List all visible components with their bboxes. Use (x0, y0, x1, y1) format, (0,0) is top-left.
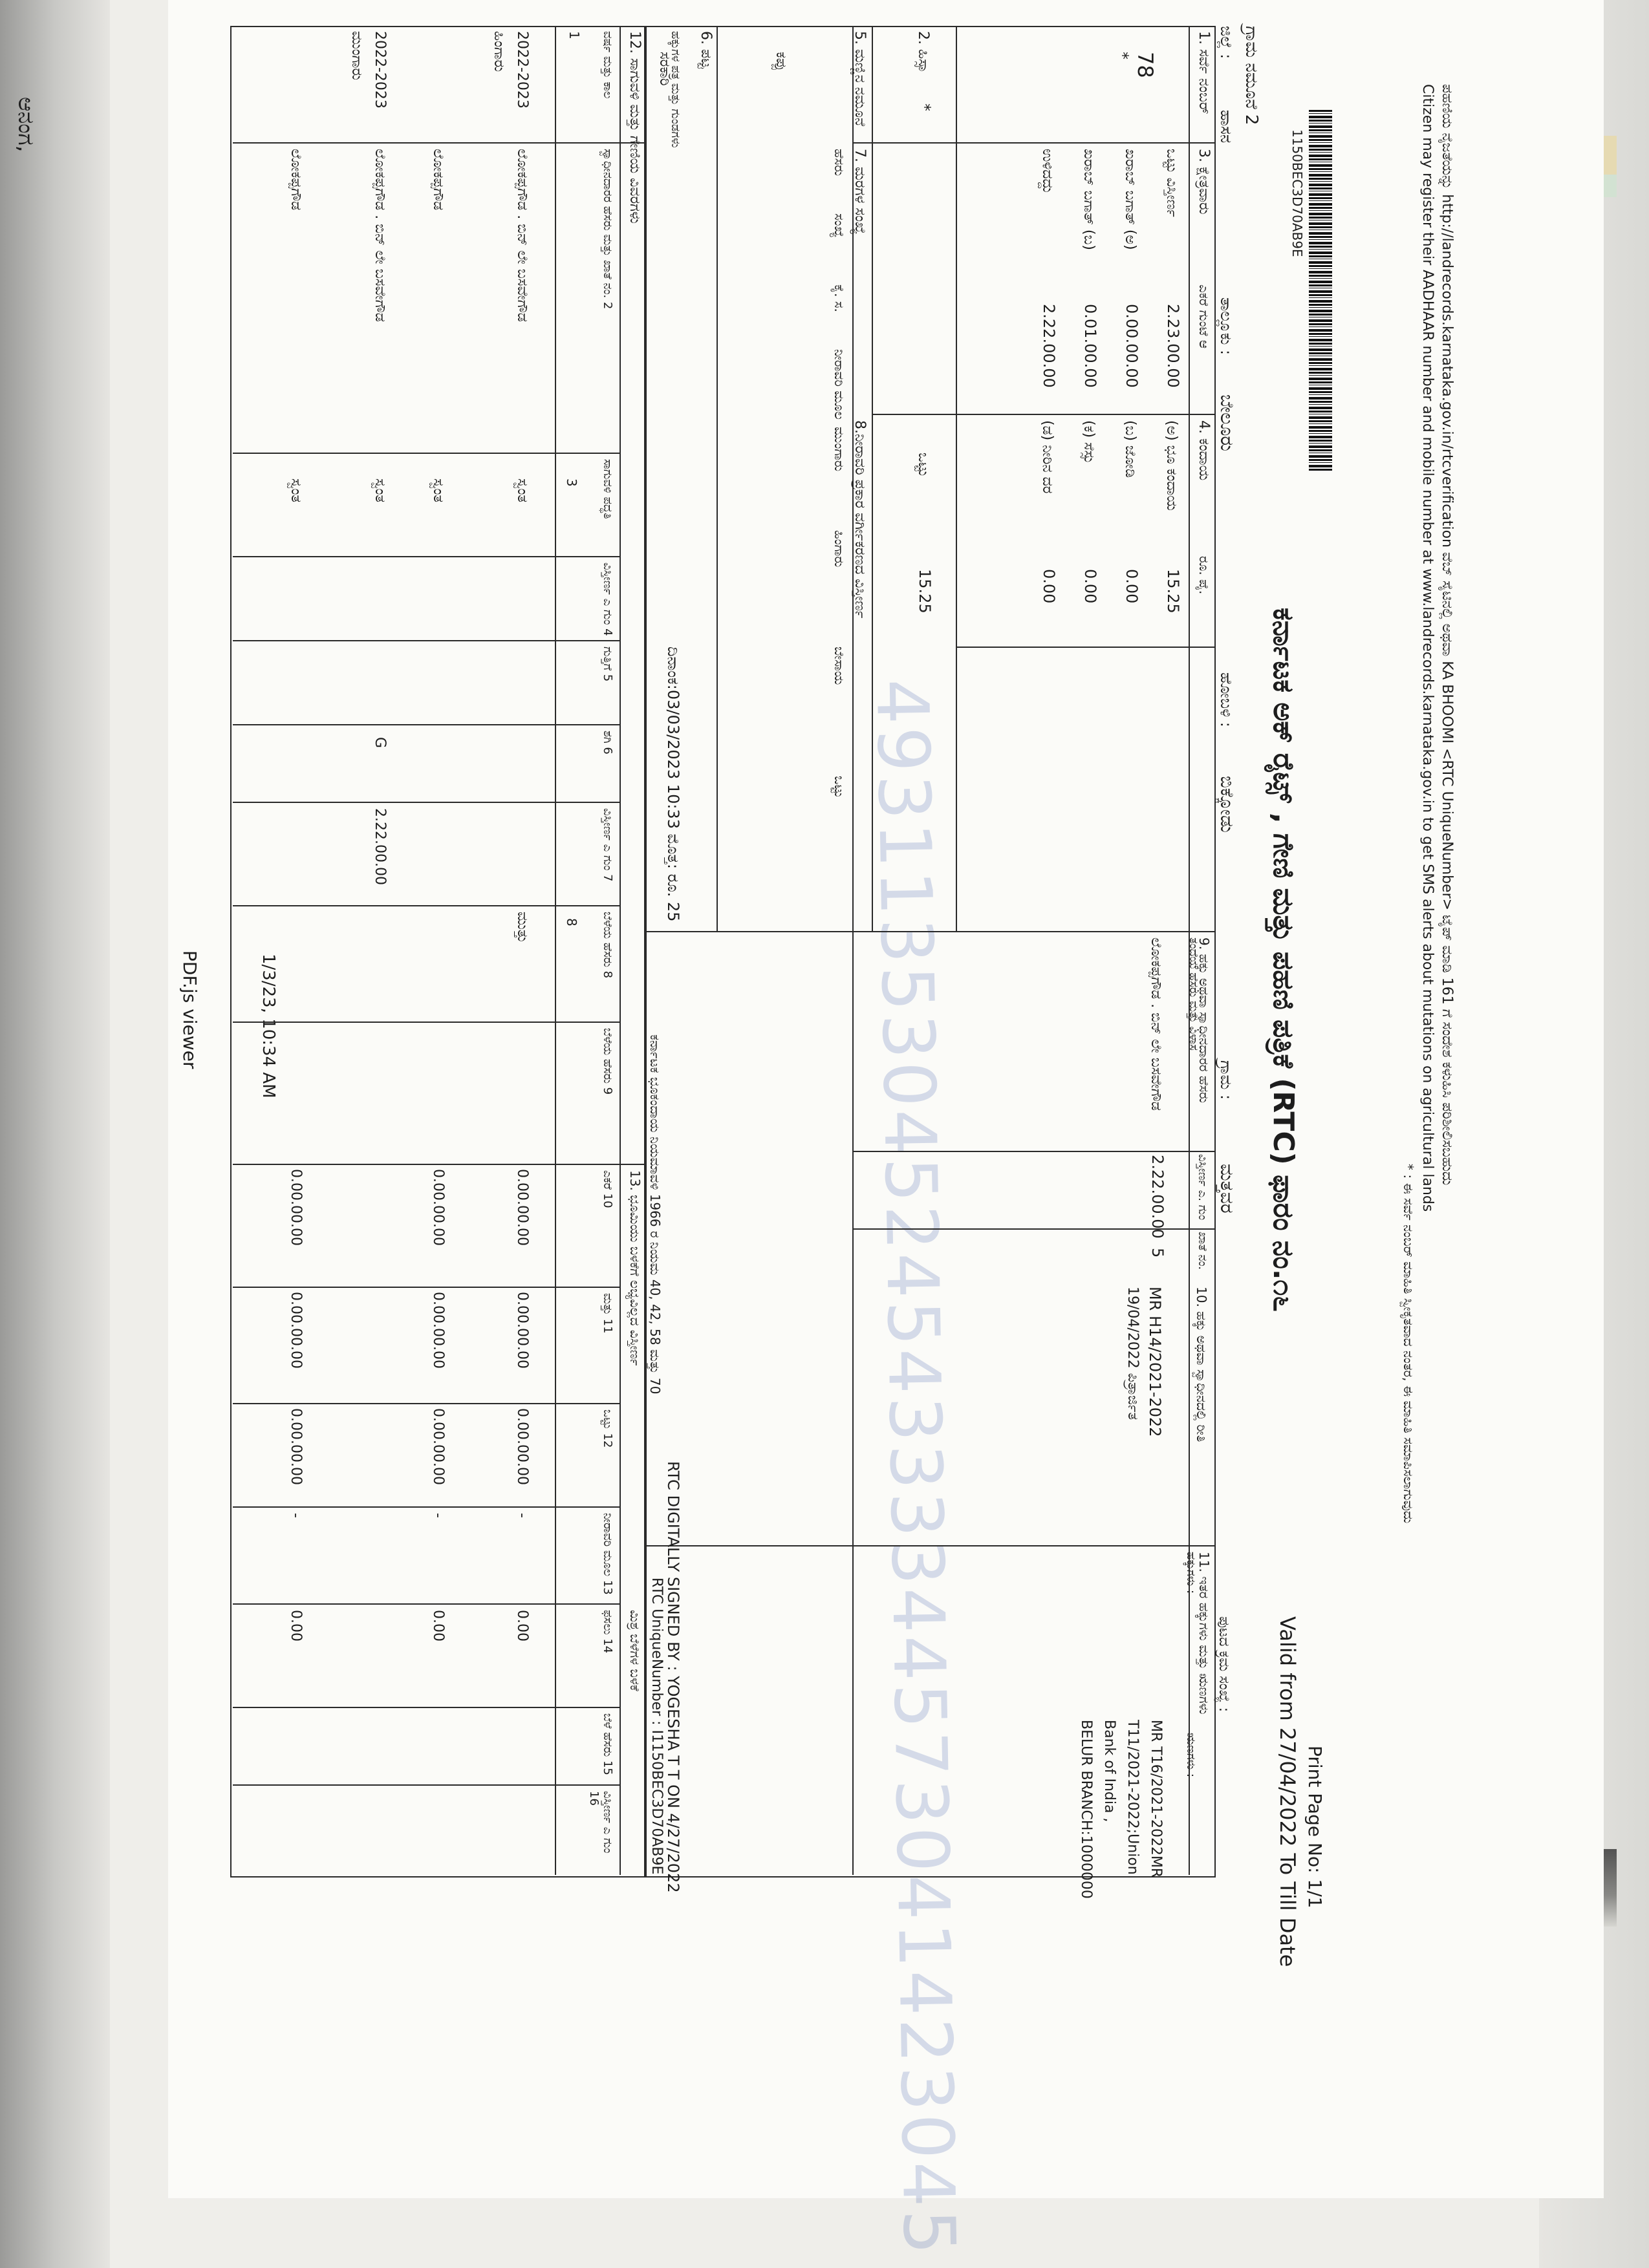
form-number: ಗ್ರಾಮ ನಮೂನೆ 2 (1242, 26, 1261, 125)
aadhaar-note: Citizen may register their AADHAAR number and mobile number at www.landrecords.karnataka.gov.in to get SMS alerts about mutations on agricultural lands (1419, 84, 1436, 1212)
kharif-header: ಮುಂಗಾರು (832, 427, 847, 472)
col-area-4: ವಿಸ್ತೀರ್ಣ ಎ ಗುಂ 4 (601, 562, 614, 636)
row-dash: - (514, 1513, 530, 1518)
area-row-value: 2.22.00.00 (1040, 304, 1058, 388)
survey-star: * (1114, 52, 1132, 59)
village-value: ಮತ್ತವರ (1216, 1164, 1238, 1214)
khata-header: ಖಾತೆ ನಂ. (1196, 1232, 1209, 1270)
khata-number: 5 (1148, 1248, 1167, 1258)
soil-type-label: 5. ಮಣ್ಣಿನ ನಮೂನೆ (852, 31, 868, 127)
owner-name: ಲೋಕಪ್ಪಗೌಡ . ಬಿನ್ ಲೇ ಬಸವೇಗೌಡ (1148, 937, 1164, 1111)
verification-note: ಪಹಣಿಯ ನೈಜತೆಯನ್ನು http://landrecords.karnataka.gov.in/rtcverification ವೆಬ್ ಸೈಟಿನಲ್ಲಿ ಅಥವಾ KA BHOOMI <RTC UniqueNumber> ಟೈಪ್ ಮಾಡಿ 161 ಗೆ ಸಂದೇಶ ಕಳುಹಿಸಿ ಪರಿಶೀಲಿಸಬಹುದು (1439, 84, 1455, 1186)
survey-number-value: 78 (1133, 52, 1158, 78)
tax-header: 4. ಕಂದಾಯ (1196, 420, 1212, 481)
rabi-header: ಹಿಂಗಾರು (832, 530, 847, 568)
row-season: ಮುಂಗಾರು (349, 31, 365, 80)
tax-row-value: 15.25 (1164, 569, 1182, 614)
survey-number-header: 1. ಸರ್ವೆ ನಂಬರ್ (1196, 31, 1212, 114)
col-11: ಮತ್ತು 11 (601, 1293, 614, 1334)
row-col14: 0.00 (288, 1610, 304, 1642)
row-crop: G (372, 737, 388, 749)
row-crop: ಮುತ್ತು (514, 912, 530, 943)
col-12: ಒಟ್ಟು 12 (601, 1409, 614, 1448)
rights-label: ಹಕ್ಕುಗಳು : (1184, 1552, 1198, 1594)
area-row-value: 0.01.00.00 (1081, 304, 1099, 388)
taluk-value: ಬೇಲೂರು (1216, 394, 1238, 452)
col-number-8: 8 (564, 918, 579, 926)
row-dash: - (288, 1513, 304, 1518)
area-row-label: ಖರಾಬ್ ಬಗಾತ್ (ಬ) (1081, 149, 1097, 250)
patta-value: ಸರಕಾರಿ (656, 52, 673, 86)
row-col11: 0.00.00.00 (288, 1292, 304, 1369)
trees-ks-header: ಕೈ. ಸ. (832, 284, 847, 312)
rtc-document (168, 0, 1604, 2258)
liability-line: Bank of India , (1101, 1720, 1117, 1823)
liability-line: BELUR BRANCH:1000000 (1078, 1720, 1094, 1899)
cultivation-table (230, 26, 647, 1878)
row-cultivator: ಲೋಕಪ್ಪಗೌಡ . ಬಿನ್ ಲೇ ಬಸವೇಗೌಡ (372, 149, 388, 322)
print-page-number: Print Page No: 1/1 (1304, 1746, 1326, 1909)
page-serial-label: ಪುಟದ ಕ್ರಮ ಸಂಖ್ಯೆ : (1216, 1616, 1232, 1712)
liability-line: T11/2021-2022;Union (1125, 1720, 1141, 1875)
mutation-date: 19/04/2022 ಪಿತ್ರಾರ್ಜಿತ (1125, 1287, 1141, 1420)
taluk-label: ತಾಲ್ಲೂಕು : (1217, 297, 1235, 356)
col-13: ನೀರಾವರಿ ಮೂಲ 13 (601, 1513, 614, 1595)
row-col10: 0.00.00.00 (430, 1169, 446, 1246)
trees-count-header: ಸಂಖ್ಯೆ (832, 213, 847, 238)
area-row-label: ಉಳಿದದ್ದು (1039, 149, 1055, 194)
hissa-label: 2. ಹಿಸ್ಸಾ (915, 31, 931, 73)
row-col11: 0.00.00.00 (514, 1292, 530, 1369)
tax-row-value: 0.00 (1123, 569, 1141, 604)
tax-row-label: (ಬ) ಜೋಡಿ (1122, 420, 1138, 478)
col-crop-9: ಬೆಳೆಯ ಹೆಸರು 9 (601, 1028, 614, 1095)
rtc-unique-number: RTC UniqueNumber : I1150BEC3D70AB9E (649, 1578, 665, 1875)
owner-area: 2.22.00.00 (1148, 1155, 1167, 1239)
liability-line: MR T16/2021-2022MR (1148, 1720, 1164, 1878)
tax-row-value: 0.00 (1081, 569, 1099, 604)
trees-name-header: ಹೆಸರು (832, 149, 847, 177)
village-label: ಗ್ರಾಮ : (1217, 1060, 1235, 1100)
trees-header: 7. ಮರಗಳ ಸಂಖ್ಯೆ (852, 149, 868, 235)
col-14: ಫಸಲು 14 (601, 1610, 614, 1654)
row-area: 2.22.00.00 (372, 808, 388, 885)
col-area-7: ವಿಸ್ತೀರ್ಣ ಎ ಗುಂ 7 (601, 808, 614, 882)
owner-header: 9. ಹಕ್ಕು ಅಥವಾ ಸ್ವಾಧೀನದಾರರ ಹೆಸರು (1196, 937, 1212, 1104)
mutation-ref: MR H14/2021-2022 (1146, 1287, 1164, 1437)
col-10: ಎಕರೆ 10 (601, 1170, 614, 1208)
row-method: ಸ್ವಂತ (514, 478, 530, 503)
row-year: 2022-2023 (372, 31, 388, 109)
row-cultivator: ಲೋಕಪ್ಪಗೌಡ (430, 149, 446, 211)
patta-label: 6. ಪಟ್ಟ (698, 31, 714, 69)
row-col14: 0.00 (514, 1610, 530, 1642)
col-method: ಸಾಗುವಳಿ ಪದ್ಧತಿ (601, 459, 614, 519)
hobli-label: ಹೋಬಳಿ : (1217, 672, 1235, 727)
irrigation-source-header: ನೀರಾವರಿ ಮೂಲ (832, 349, 847, 420)
tax-total-value: 15.25 (916, 569, 934, 614)
rights-note: ಹಕ್ಕುಗಳ ಪತ್ರ ಮತ್ತು ಗುಂಡಗಳು (669, 31, 682, 148)
row-col10: 0.00.00.00 (288, 1169, 304, 1246)
barcode-text: 1150BEC3D70AB9E (1289, 129, 1305, 257)
survey-note: * : ಈ ಸರ್ವೆ ನಂಬರ್ ಮಾಹಿತಿ ಸ್ವೀಕೃತವಾದ ನಂತರ, ಈ ಮಾಹಿತಿ ಸಮಾಪಿಸಲಾಗುವುದು (1401, 1164, 1416, 1524)
validity-period: Valid from 27/04/2022 To Till Date (1275, 1616, 1300, 1967)
col-16: ವಿಸ್ತೀರ್ಣ ಎ ಗುಂ 16 (587, 1791, 614, 1854)
owner-area-header: ವಿಸ್ತೀರ್ಣ ಎ. ಗುಂ (1196, 1154, 1209, 1221)
area-header: 3. ಕ್ಷೇತ್ರವಾರು (1196, 149, 1212, 215)
irrigation-header: 8.ನೀರಾವರಿ ಪ್ರಕಾರ ವರ್ಗೀಕರಣದ ವಿಸ್ತೀರ್ಣ (852, 420, 868, 619)
col-number-3: 3 (564, 478, 579, 487)
corner-text: ಆನಂಗ, (13, 97, 39, 153)
row-cultivator: ಲೋಕಪ್ಪಗೌಡ . ಬಿನ್ ಲೇ ಬಸವೇಗೌಡ (514, 149, 530, 322)
row-cultivator: ಲೋಕಪ್ಪಗೌಡ (288, 149, 304, 211)
col-number-1: 1 (566, 31, 582, 39)
district-label: ಜಿಲ್ಲೆ : (1217, 26, 1235, 59)
row-dash: - (430, 1513, 446, 1518)
row-col12: 0.00.00.00 (288, 1408, 304, 1485)
col-year-season: ವರ್ಷ ಮತ್ತು ಕಾಲ (601, 31, 614, 99)
soil-type-value: ಕಪ್ಪು (773, 52, 789, 71)
scan-margin-left (0, 0, 110, 2268)
document-title: ಕರ್ನಾಟಕ ಅಕ್ ರೈಟ್ಸ್ , ಗೇಣಿ ಮತ್ತು ಪಹಣಿ ಪತ್ರಿಕೆ (RTC) ಫಾರಂ ನಂ.೧೬ (1267, 608, 1300, 1312)
owner-subheader: ತಂದೆಯ ಹೆಸರು ಮತ್ತು ವಿಳಾಸ (1187, 937, 1200, 1051)
viewer-title: PDF.js viewer (179, 950, 200, 1069)
area-row-value: 2.23.00.00 (1164, 304, 1182, 388)
hobli-value: ಬಿಕ್ಕೋಡು (1216, 776, 1238, 833)
col-lease-5: ಗುತ್ತಿಗೆ 5 (601, 647, 614, 682)
rights-header: 11. ಇತರ ಹಕ್ಕುಗಳು ಮತ್ತು ಋಣಗಳು (1196, 1552, 1212, 1715)
row-col10: 0.00.00.00 (514, 1169, 530, 1246)
row-method: ಸ್ವಂತ (288, 478, 304, 503)
barcode-image (1309, 110, 1332, 472)
area-row-value: 0.00.00.00 (1123, 304, 1141, 388)
signature-note: RTC DIGITALLY SIGNED BY : YOGESHA T T ON 4/27/2022 (664, 1461, 682, 1893)
law-reference: ಕರ್ನಾಟಕ ಭೂಕಂದಾಯ ನಿಯಮಾವಳಿ 1966 ರ ನಿಯಮ 40, 42, 58 ಮತ್ತು 70 (647, 1034, 663, 1395)
tax-total-label: ಒಟ್ಟು (915, 453, 931, 477)
col-cultivator: ಸ್ವಾಧೀನದಾರರ ಹೆಸರು ಮತ್ತು ಖಾತೆ ನಂ. 2 (601, 149, 614, 310)
liabilities-label: ಋಣಗಳು : (1184, 1733, 1198, 1777)
watermark: 493113530452454333344573041423045 (860, 678, 971, 2258)
col-crop-8: ಬೆಳೆಯ ಹೆಸರು 8 (601, 912, 614, 979)
row-col12: 0.00.00.00 (430, 1408, 446, 1485)
acquisition-header: 10. ಹಕ್ಕು ಅಥವಾ ಸ್ವಾಧೀನದಲ್ಲಿ ರೀತಿ (1194, 1287, 1209, 1442)
tax-row-value: 0.00 (1040, 569, 1058, 604)
area-row-label: ಒಟ್ಟು ವಿಸ್ತೀರ್ಣ (1163, 149, 1180, 217)
hissa-value: * (916, 103, 934, 111)
cultivation-header: 12. ಸಾಗುವಳಿ ಮತ್ತು ಗೇಣಿಯ ವಿವರಗಳು (627, 31, 643, 224)
row-method: ಸ್ವಂತ (372, 478, 388, 503)
tax-row-label: (ಕ) ಸೆಸ್ಸು (1081, 420, 1097, 464)
irrigation-total-header: ಒಟ್ಟು (832, 776, 847, 798)
district-value: ಹಾಸನ (1217, 110, 1235, 144)
row-col12: 0.00.00.00 (514, 1408, 530, 1485)
mixed-crops-header: ಮಿಶ್ರ ಬೆಳೆಗಳ ಬಳಕೆ (627, 1610, 643, 1691)
col-15: ಬೆಳೆ ಹೆಸರು 15 (601, 1713, 614, 1775)
issue-date-fee: ದಿನಾಂಕ:03/03/2023 10:33 ಮೊತ್ತ: ರೂ. 25 (664, 647, 682, 922)
area-units-header: ಎಕರೆ ಗುಂಟೆ ಆ (1196, 284, 1212, 349)
col-6: ಶಗಿ 6 (601, 731, 614, 754)
cultivation-header: ಬೇಸಾಯ (832, 647, 847, 685)
row-year: 2022-2023 (514, 31, 530, 109)
tax-row-label: (ಅ) ಭೂ ಕಂದಾಯ (1163, 420, 1180, 511)
area-row-label: ಖರಾಬ್ ಬಗಾತ್ (ಅ) (1122, 149, 1138, 250)
row-col14: 0.00 (430, 1610, 446, 1642)
row-method: ಸ್ವಂತ (430, 478, 446, 503)
row-season: ಹಿಂಗಾರು (491, 31, 507, 72)
tax-units-header: ರೂ. ಪೈ. (1196, 556, 1212, 595)
row-col11: 0.00.00.00 (430, 1292, 446, 1369)
tax-row-label: (ಡ) ನೀರಿನ ದರ (1039, 420, 1055, 494)
unavailable-land-header: 13. ಭೂಮಿಯು ಬಳಕೆಗೆ ಲಭ್ಯವಿಲ್ಲದ ವಿಸ್ತೀರ್ಣ (627, 1170, 643, 1366)
print-timestamp: 1/3/23, 10:34 AM (259, 954, 278, 1098)
